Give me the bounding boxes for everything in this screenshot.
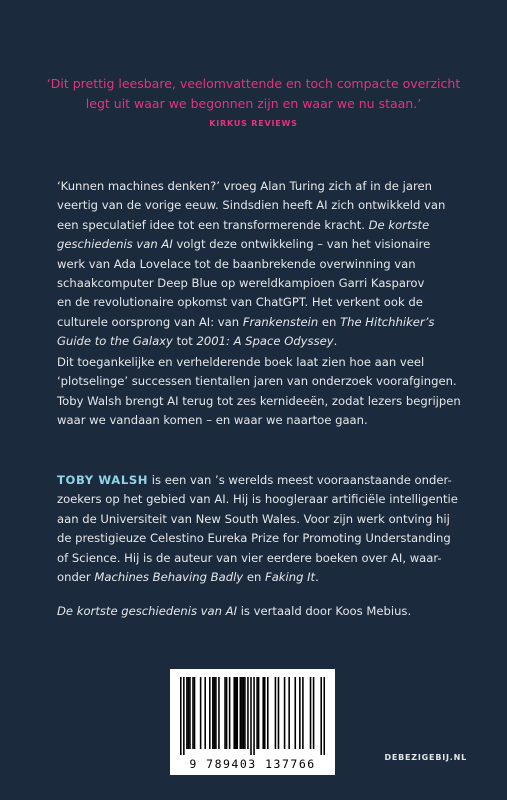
- barcode-bar: [284, 677, 286, 749]
- review-quote-line: ‘Dit prettig leesbare, veelomvattende en toch compacte overzicht: [46, 76, 461, 91]
- barcode-bar: [320, 677, 322, 755]
- text-line: ‘plotselinge’ successen tientallen jaren van onderzoek voorafgingen.: [57, 374, 457, 389]
- barcode-bar: [180, 677, 182, 755]
- author-bio: [57, 471, 465, 587]
- barcode-bar: [215, 677, 217, 749]
- text-line: zoekers op het gebied van AI. Hij is hoogleraar artificiële intelligentie: [57, 492, 458, 507]
- barcode-bar: [278, 677, 280, 749]
- barcode-bar: [218, 677, 220, 749]
- text-line: Toby Walsh brengt AI terug tot zes kernideeën, zodat lezers begrijpen: [57, 393, 461, 408]
- barcode-bar: [226, 677, 228, 749]
- barcode-bar: [224, 677, 226, 749]
- barcode-bar: [235, 677, 237, 749]
- barcode-bar: [323, 677, 325, 755]
- barcode-bar: [258, 677, 260, 749]
- barcode-bar: [264, 677, 266, 749]
- text-line: [57, 235, 465, 254]
- author-name: TOBY WALSH: [57, 473, 149, 487]
- text-line: [57, 568, 465, 587]
- translation-credit: [57, 602, 465, 621]
- barcode-bar: [253, 677, 255, 755]
- barcode-bar: [302, 677, 304, 749]
- text-segment: tot: [176, 334, 193, 349]
- text-line: aan de Universiteit van New South Wales. Voor zijn werk ontving hij: [57, 511, 450, 526]
- text-line: waar we vandaan komen – en waar we naartoe gaan.: [57, 413, 368, 428]
- text-line: [57, 216, 465, 235]
- isbn-barcode: [170, 669, 335, 775]
- blurb-paragraph-2: [57, 353, 465, 431]
- barcode-bar: [209, 677, 211, 749]
- barcode-bar: [294, 677, 296, 749]
- text-segment: en: [246, 570, 262, 585]
- barcode-bar: [244, 677, 246, 749]
- isbn-number: 9 789403 137766: [189, 757, 316, 771]
- barcode-bar: [243, 677, 245, 749]
- book-title: De kortste geschiedenis van AI: [57, 604, 238, 618]
- barcode-bar: [310, 677, 312, 749]
- barcode-bar: [192, 677, 194, 749]
- barcode-bar: [247, 677, 249, 749]
- book-title: De kortste: [368, 217, 430, 232]
- barcode-bars: [180, 677, 325, 755]
- text-line: werk van Ada Lovelace tot de baanbrekende overwinning van: [57, 256, 416, 271]
- barcode-bar: [188, 677, 190, 749]
- barcode-bar: [262, 677, 264, 749]
- text-line: Dit toegankelijke en verhelderende boek laat zien hoe aan veel: [57, 355, 425, 369]
- barcode-bar: [183, 677, 185, 755]
- blurb-paragraph-1: [57, 177, 465, 352]
- barcode-bar: [267, 677, 269, 749]
- text-line: of Science. Hij is de auteur van vier eerdere boeken over AI, waar-: [57, 550, 442, 565]
- barcode-bar: [236, 677, 238, 749]
- text-line: [57, 332, 465, 351]
- publisher-url: DEBEZIGEBIJ.NL: [384, 753, 467, 762]
- barcode-bar: [256, 677, 258, 749]
- text-line: schaakcomputer Deep Blue op wereldkampioen Garri Kasparov: [57, 276, 425, 291]
- book-title: Machines Behaving Badly: [94, 570, 244, 585]
- book-title: Faking It: [265, 570, 316, 585]
- barcode-bar: [212, 677, 214, 749]
- barcode-bar: [200, 677, 202, 749]
- text-segment: culturele oorsprong van AI: van: [57, 314, 240, 329]
- book-title: geschiedenis van AI: [57, 237, 173, 252]
- barcode-bar: [241, 677, 243, 749]
- text-line: [57, 313, 465, 332]
- text-line: [57, 471, 465, 490]
- text-segment: een speculatief idee tot een transformerende kracht.: [57, 217, 365, 232]
- text-segment: is vertaald door Koos Mebius.: [240, 604, 412, 618]
- text-segment: en: [321, 314, 337, 329]
- barcode-bar: [229, 677, 231, 749]
- book-title: 2001: A Space Odyssey: [196, 334, 334, 349]
- barcode-bar: [299, 677, 301, 749]
- text-line: veertig van de vorige eeuw. Sindsdien heeft AI zich ontwikkeld van: [57, 198, 446, 213]
- barcode-bar: [186, 677, 188, 749]
- text-segment: volgt deze ontwikkeling – van het visionaire: [176, 237, 431, 252]
- barcode-bar: [275, 677, 277, 749]
- barcode-bar: [233, 677, 235, 749]
- book-title: The Hitchhiker’s: [340, 314, 435, 329]
- text-segment: is een van ’s werelds meest vooraanstaande onder-: [151, 473, 452, 487]
- barcode-bar: [288, 677, 290, 749]
- review-source: KIRKUS REVIEWS: [209, 119, 298, 128]
- barcode-bar: [204, 677, 206, 749]
- text-segment: .: [315, 570, 319, 585]
- book-title: Frankenstein: [242, 314, 319, 329]
- review-quote-line: legt uit waar we begonnen zijn en waar we nu staan.’: [85, 95, 422, 111]
- barcode-bar: [250, 677, 252, 755]
- barcode-bar: [189, 677, 191, 749]
- barcode-bar: [313, 677, 315, 749]
- barcode-bar: [240, 677, 242, 749]
- text-segment: onder: [57, 570, 91, 585]
- barcode-bar: [214, 677, 216, 749]
- text-line: ‘Kunnen machines denken?’ vroeg Alan Turing zich af in de jaren: [57, 179, 432, 193]
- text-segment: .: [333, 334, 338, 349]
- text-line: en de revolutionaire opkomst van ChatGPT. Het verkent ook de: [57, 295, 423, 310]
- text-line: [57, 602, 465, 621]
- text-line: de prestigieuze Celestino Eureka Prize for Promoting Understanding: [57, 531, 451, 546]
- book-title: Guide to the Galaxy: [57, 334, 173, 349]
- review-quote: [40, 74, 467, 113]
- barcode-bar: [194, 677, 196, 749]
